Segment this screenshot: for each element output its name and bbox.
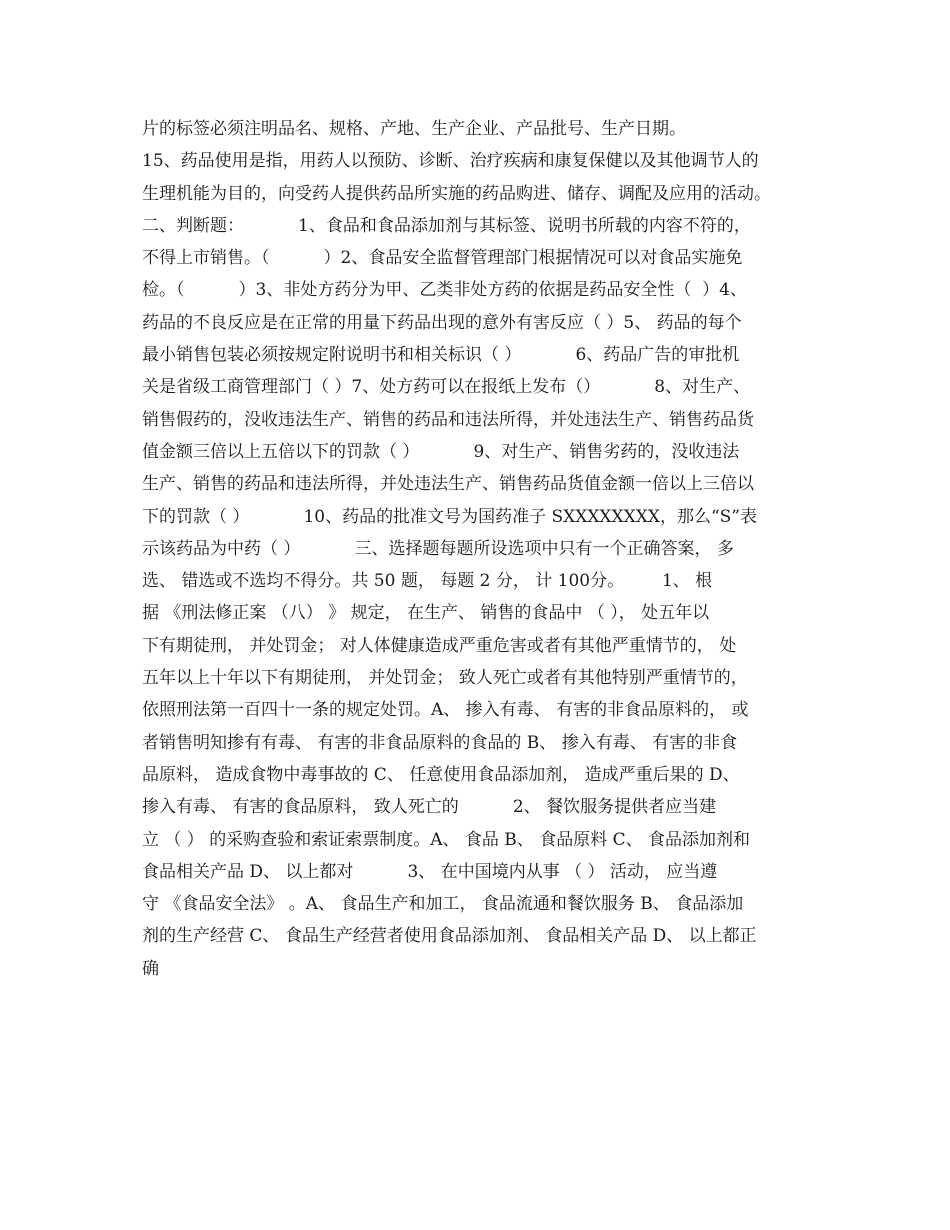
text-line: 据 《刑法修正案 （八） 》 规定， 在生产、 销售的食品中 （ ）， 处五年以 bbox=[142, 603, 710, 624]
body-text bbox=[142, 113, 832, 985]
text-line: 片的标签必须注明品名、规格、产地、生产企业、产品批号、生产日期。 bbox=[142, 119, 686, 139]
text-line: 者销售明知掺有有毒、 有害的非食品原料的食品的 B、 掺入有毒、 有害的非食 bbox=[142, 732, 738, 753]
text-line: 选、 错选或不选均不得分。共 50 题， 每题 2 分， 计 100分。 1、 根 bbox=[142, 571, 713, 592]
text-line: 不得上市销售。（ ）2、食品安全监督管理部门根据情况可以对食品实施免 bbox=[142, 248, 743, 269]
text-line: 最小销售包装必须按规定附说明书和相关标识（ ） 6、药品广告的审批机 bbox=[142, 345, 740, 366]
text-line: 下有期徒刑， 并处罚金； 对人体健康造成严重危害或者有其他严重情节的， 处 bbox=[142, 635, 737, 656]
text-line: 品原料， 造成食物中毒事故的 C、 任意使用食品添加剂， 造成严重后果的 D、 bbox=[142, 764, 740, 785]
text-line: 立 （ ） 的采购查验和索证索票制度。A、 食品 B、 食品原料 C、 食品添加剂和 bbox=[142, 829, 751, 850]
text-line: 掺入有毒、 有害的食品原料， 致人死亡的 2、 餐饮服务提供者应当建 bbox=[142, 797, 717, 818]
text-line: 销售假药的，没收违法生产、销售的药品和违法所得，并处违法生产、销售药品货 bbox=[142, 409, 754, 430]
text-line: 下的罚款（ ） 10、药品的批准文号为国药准子 SXXXXXXXX，那么“S”表 bbox=[142, 506, 757, 527]
text-line: 示该药品为中药（ ） 三、选择题每题所设选项中只有一个正确答案， 多 bbox=[142, 538, 734, 559]
text-line: 五年以上十年以下有期徒刑， 并处罚金； 致人死亡或者有其他特别严重情节的， bbox=[142, 668, 748, 689]
text-line: 守 《食品安全法》 。A、 食品生产和加工， 食品流通和餐饮服务 B、 食品添加 bbox=[142, 894, 744, 915]
text-line: 食品相关产品 D、 以上都对 3、 在中国境内从事 （ ） 活动， 应当遵 bbox=[142, 861, 718, 882]
text-line: 生产、销售的药品和违法所得，并处违法生产、销售药品货值金额一倍以上三倍以 bbox=[142, 474, 754, 495]
text-line: 15、药品使用是指，用药人以预防、诊断、治疗疾病和康复保健以及其他调节人的 bbox=[142, 151, 759, 172]
text-line: 剂的生产经营 C、 食品生产经营者使用食品添加剂、 食品相关产品 D、 以上都正 bbox=[142, 926, 757, 947]
text-line: 值金额三倍以上五倍以下的罚款（ ） 9、对生产、销售劣药的，没收违法 bbox=[142, 441, 740, 462]
text-line: 药品的不良反应是在正常的用量下药品出现的意外有害反应（ ）5、 药品的每个 bbox=[142, 312, 742, 333]
text-line: 二、判断题： 1、食品和食品添加剂与其标签、说明书所载的内容不符的， bbox=[142, 215, 751, 236]
text-line: 检。（ ）3、非处方药分为甲、乙类非处方药的依据是药品安全性（ ）4、 bbox=[142, 280, 747, 301]
text-line: 依照刑法第一百四十一条的规定处罚。A、 掺入有毒、 有害的非食品原料的， 或 bbox=[142, 700, 749, 721]
text-line: 生理机能为目的，向受药人提供药品所实施的药品购进、储存、调配及应用的活动。 bbox=[142, 183, 771, 204]
text-line: 确 bbox=[142, 958, 159, 979]
text-line: 关是省级工商管理部门（ ）7、处方药可以在报纸上发布（） 8、对生产、 bbox=[142, 377, 751, 398]
